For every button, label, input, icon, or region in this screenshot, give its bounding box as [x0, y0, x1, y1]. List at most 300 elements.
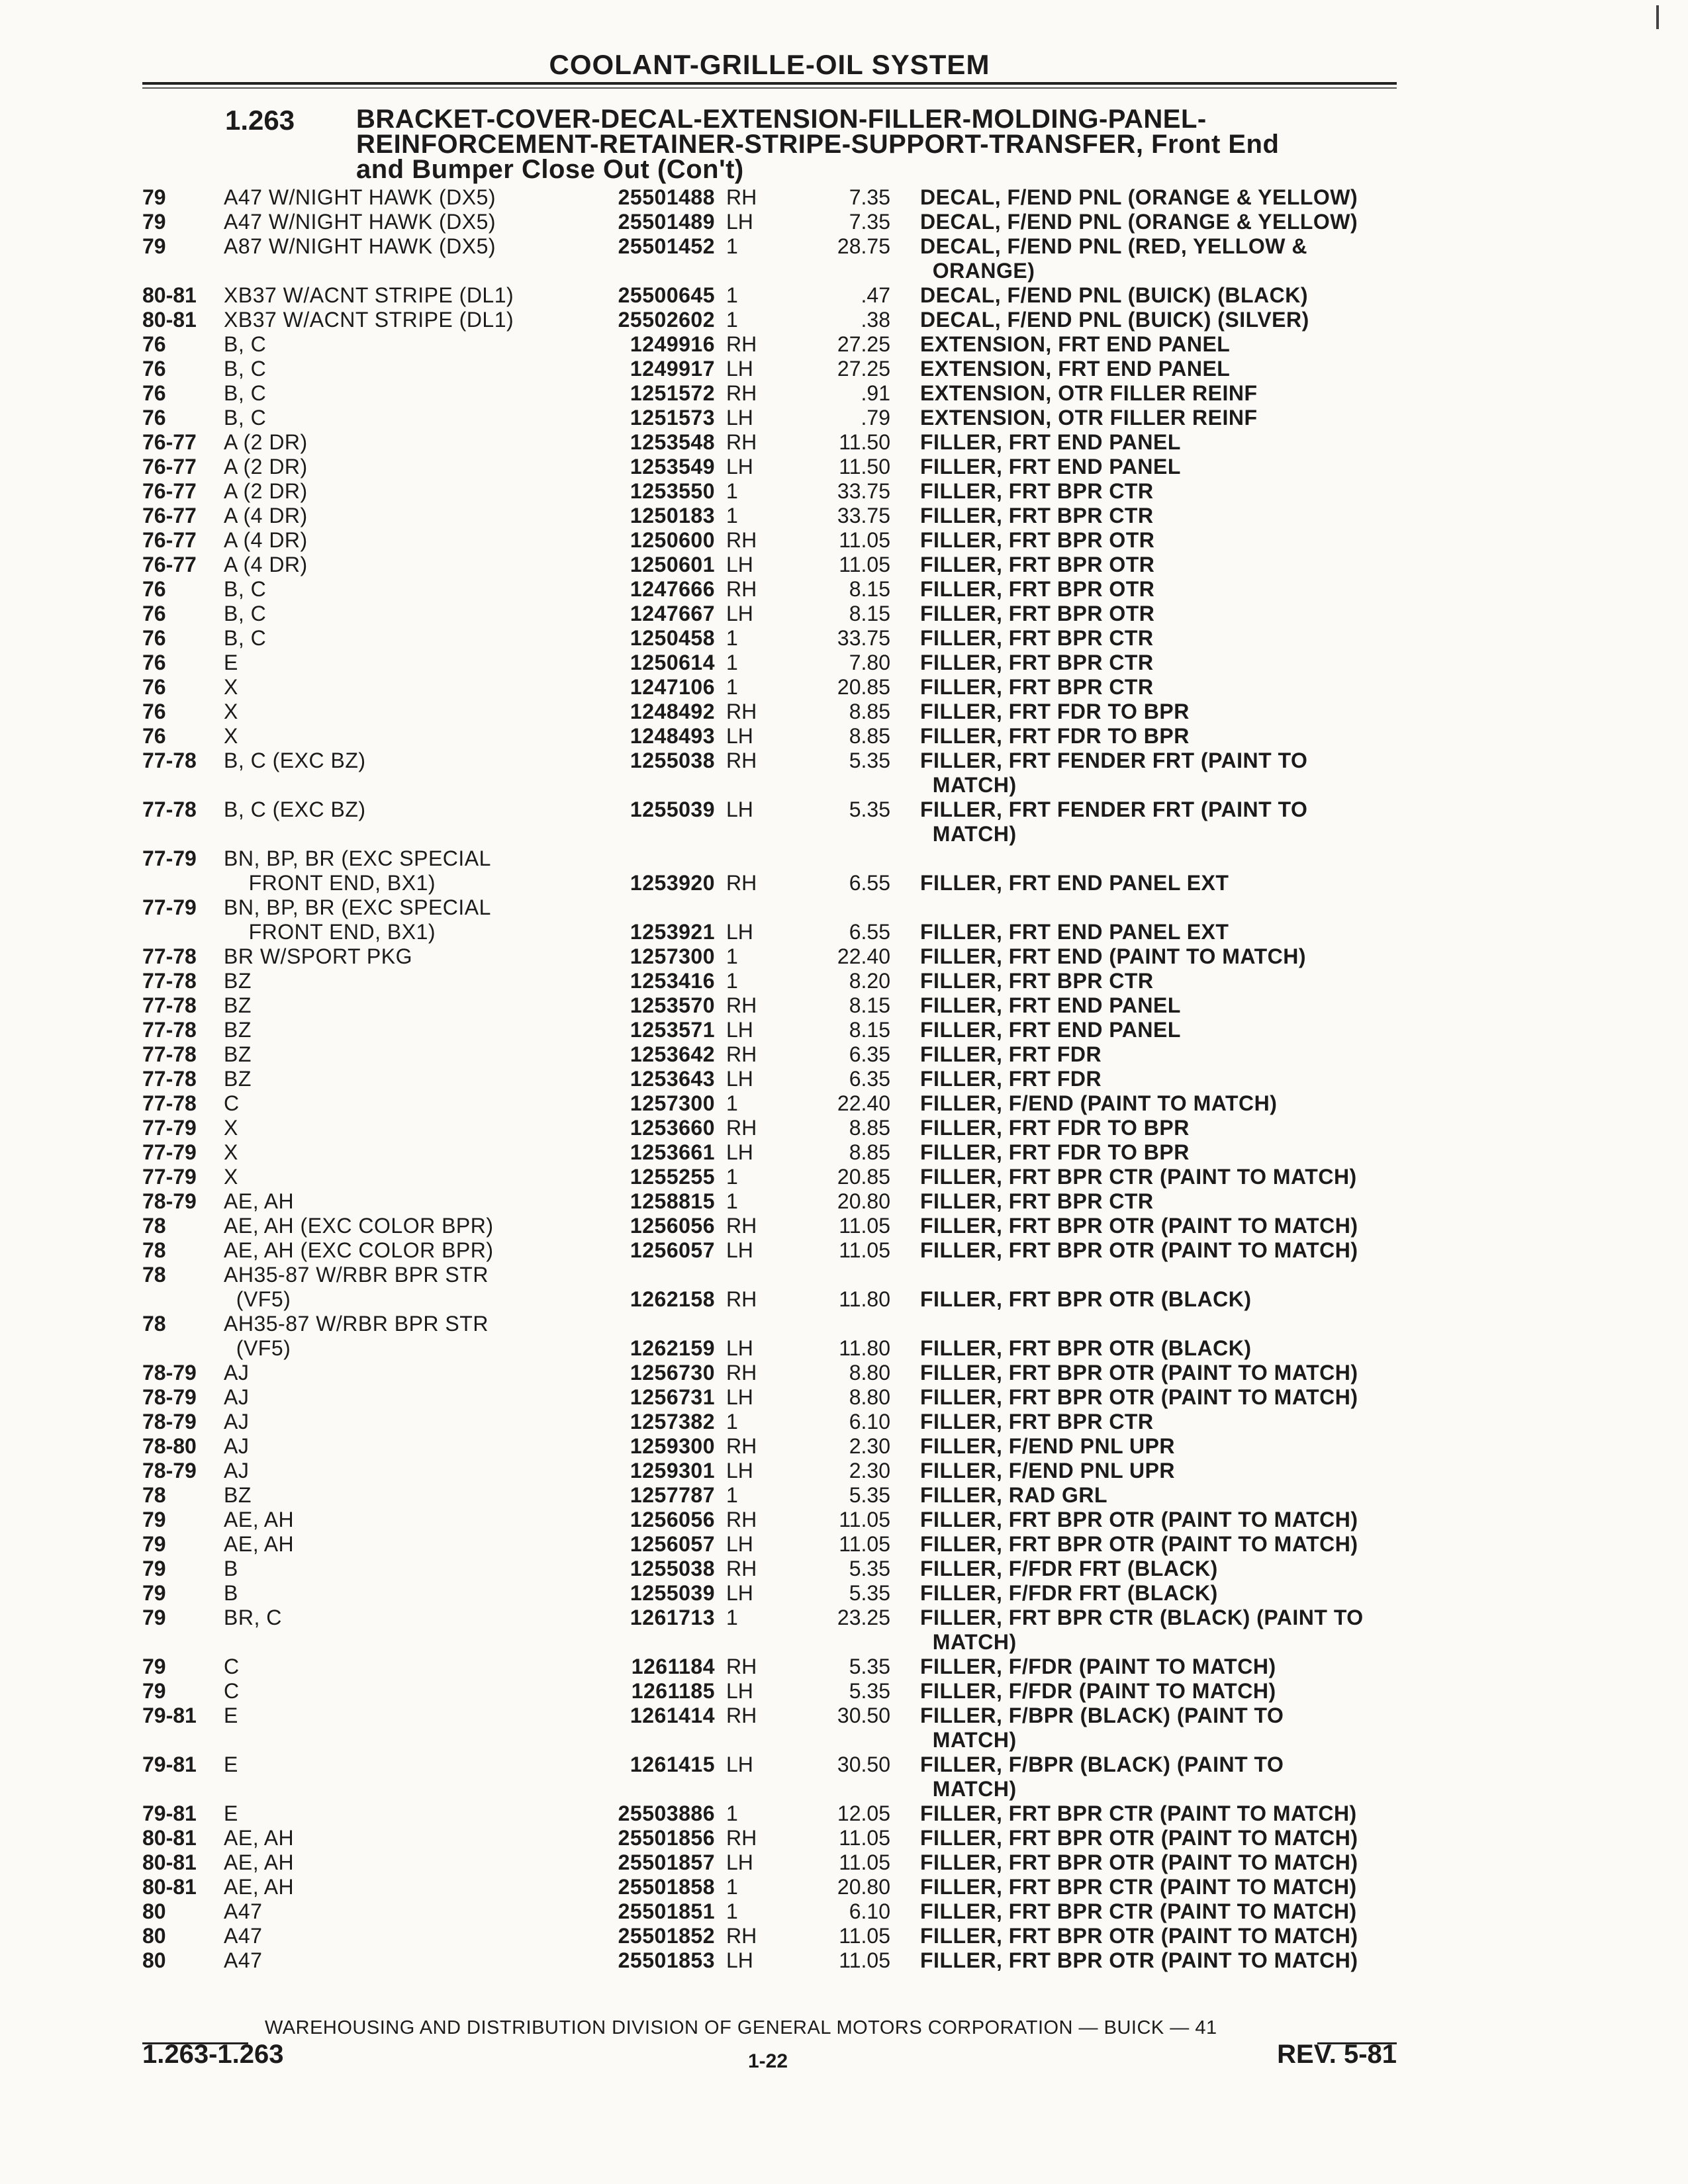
table-row — [0, 871, 1688, 895]
revision-label: REV. 5-81 — [1277, 2040, 1397, 2069]
price-cell: 27.25 — [837, 332, 890, 356]
table-row — [0, 1630, 1688, 1655]
model-cell: BZ — [224, 1483, 252, 1507]
price-cell: 23.25 — [837, 1606, 890, 1629]
model-cell: BR W/SPORT PKG — [224, 944, 412, 968]
year-cell: 76 — [142, 381, 166, 405]
year-cell: 79 — [142, 1679, 166, 1703]
table-row — [0, 1508, 1688, 1532]
model-cell: BZ — [224, 993, 252, 1017]
price-cell: 8.15 — [849, 1018, 890, 1042]
description-cell: MATCH) — [920, 773, 1017, 797]
part-number-cell: 1255255 — [630, 1165, 715, 1189]
year-cell: 78-79 — [142, 1410, 197, 1433]
description-cell: MATCH) — [920, 1728, 1017, 1752]
description-cell: FILLER, F/FDR (PAINT TO MATCH) — [920, 1655, 1276, 1678]
quantity-cell: RH — [726, 430, 757, 454]
table-row — [0, 1238, 1688, 1263]
year-cell: 78-80 — [142, 1434, 197, 1458]
table-row — [0, 846, 1688, 871]
year-cell: 77-78 — [142, 749, 197, 772]
quantity-cell: 1 — [726, 1483, 738, 1507]
description-cell: FILLER, FRT BPR OTR (PAINT TO MATCH) — [920, 1238, 1358, 1262]
quantity-cell: 1 — [726, 626, 738, 650]
price-cell: 11.05 — [839, 1850, 890, 1874]
part-number-cell: 1253571 — [630, 1018, 715, 1042]
quantity-cell: 1 — [726, 1899, 738, 1923]
description-cell: FILLER, FRT BPR OTR (BLACK) — [920, 1336, 1252, 1360]
table-row — [0, 1655, 1688, 1679]
table-row — [0, 283, 1688, 308]
model-cell: AJ — [224, 1361, 250, 1385]
price-cell: 8.80 — [849, 1361, 890, 1385]
year-cell: 78-79 — [142, 1385, 197, 1409]
year-cell: 76 — [142, 700, 166, 723]
quantity-cell: LH — [726, 1948, 753, 1972]
part-number-cell: 25503886 — [618, 1801, 715, 1825]
price-cell: 20.80 — [837, 1189, 890, 1213]
model-cell: A47 — [224, 1899, 263, 1923]
table-row — [0, 1850, 1688, 1875]
part-number-cell: 25501452 — [618, 234, 715, 258]
description-cell: FILLER, FRT BPR CTR (PAINT TO MATCH) — [920, 1899, 1357, 1923]
quantity-cell: RH — [726, 1557, 757, 1580]
part-number-cell: 1262159 — [630, 1336, 715, 1360]
part-number-cell: 1253550 — [630, 479, 715, 503]
description-cell: FILLER, FRT BPR OTR — [920, 577, 1155, 601]
model-cell: B — [224, 1557, 238, 1580]
part-number-cell: 1259301 — [630, 1459, 715, 1482]
price-cell: 11.05 — [839, 1508, 890, 1531]
quantity-cell: RH — [726, 1924, 757, 1948]
part-number-cell: 1253570 — [630, 993, 715, 1017]
description-cell: FILLER, FRT FENDER FRT (PAINT TO — [920, 749, 1308, 772]
quantity-cell: LH — [726, 797, 753, 821]
part-number-cell: 1247666 — [630, 577, 715, 601]
description-cell: DECAL, F/END PNL (BUICK) (SILVER) — [920, 308, 1309, 332]
table-row — [0, 381, 1688, 406]
price-cell: 11.80 — [839, 1287, 890, 1311]
description-cell: FILLER, FRT FDR TO BPR — [920, 700, 1190, 723]
quantity-cell: RH — [726, 1434, 757, 1458]
part-number-cell: 1261184 — [631, 1655, 715, 1678]
price-cell: 30.50 — [837, 1704, 890, 1727]
model-cell: E — [224, 651, 238, 674]
model-cell: E — [224, 1704, 238, 1727]
table-row — [0, 1557, 1688, 1581]
part-number-cell: 1261185 — [631, 1679, 715, 1703]
table-row — [0, 406, 1688, 430]
part-number-cell: 1250458 — [630, 626, 715, 650]
part-number-cell: 25501856 — [618, 1826, 715, 1850]
price-cell: 11.50 — [839, 430, 890, 454]
description-cell: FILLER, FRT BPR CTR — [920, 675, 1154, 699]
description-cell: FILLER, FRT BPR CTR — [920, 1410, 1154, 1433]
quantity-cell: RH — [726, 577, 757, 601]
price-cell: 5.35 — [849, 749, 890, 772]
model-cell: XB37 W/ACNT STRIPE (DL1) — [224, 308, 514, 332]
year-cell: 78-79 — [142, 1361, 197, 1385]
part-number-cell: 1258815 — [630, 1189, 715, 1213]
price-cell: 27.25 — [837, 357, 890, 381]
part-number-cell: 1253661 — [630, 1140, 715, 1164]
price-cell: 6.35 — [849, 1067, 890, 1091]
part-number-cell: 1256057 — [630, 1238, 715, 1262]
year-cell: 76-77 — [142, 553, 197, 576]
part-number-cell: 1256730 — [630, 1361, 715, 1385]
table-row — [0, 749, 1688, 773]
quantity-cell: RH — [726, 332, 757, 356]
year-cell: 79-81 — [142, 1801, 197, 1825]
quantity-cell: RH — [726, 1214, 757, 1238]
part-number-cell: 1253920 — [630, 871, 715, 895]
description-cell: FILLER, FRT BPR OTR (PAINT TO MATCH) — [920, 1532, 1358, 1556]
description-cell: EXTENSION, OTR FILLER REINF — [920, 381, 1258, 405]
year-cell: 76 — [142, 406, 166, 430]
quantity-cell: 1 — [726, 675, 738, 699]
description-cell: FILLER, FRT FDR — [920, 1042, 1102, 1066]
year-cell: 76-77 — [142, 528, 197, 552]
description-cell: DECAL, F/END PNL (BUICK) (BLACK) — [920, 283, 1309, 307]
description-cell: FILLER, FRT BPR CTR (PAINT TO MATCH) — [920, 1875, 1357, 1899]
model-cell: X — [224, 700, 238, 723]
quantity-cell: LH — [726, 724, 753, 748]
description-cell: DECAL, F/END PNL (RED, YELLOW & — [920, 234, 1307, 258]
description-cell: FILLER, FRT FDR TO BPR — [920, 724, 1190, 748]
table-row — [0, 357, 1688, 381]
description-cell: DECAL, F/END PNL (ORANGE & YELLOW) — [920, 185, 1358, 209]
header-rule-thin — [142, 87, 1397, 89]
table-row — [0, 1801, 1688, 1826]
description-cell: MATCH) — [920, 1777, 1017, 1801]
table-row — [0, 504, 1688, 528]
year-cell: 76 — [142, 651, 166, 674]
quantity-cell: 1 — [726, 504, 738, 527]
table-row — [0, 993, 1688, 1018]
price-cell: 20.85 — [837, 1165, 890, 1189]
quantity-cell: LH — [726, 1581, 753, 1605]
model-cell: FRONT END, BX1) — [224, 920, 436, 944]
footer-division: WAREHOUSING AND DISTRIBUTION DIVISION OF GENERAL MOTORS CORPORATION — BUICK — 41 — [265, 2017, 1217, 2038]
price-cell: 5.35 — [849, 1679, 890, 1703]
year-cell: 76 — [142, 332, 166, 356]
description-cell: EXTENSION, FRT END PANEL — [920, 332, 1231, 356]
part-number-cell: 1257382 — [630, 1410, 715, 1433]
model-cell: AJ — [224, 1385, 250, 1409]
quantity-cell: RH — [726, 993, 757, 1017]
model-cell: X — [224, 1165, 238, 1189]
price-cell: 11.05 — [839, 1948, 890, 1972]
description-cell: FILLER, FRT END PANEL — [920, 430, 1181, 454]
quantity-cell: LH — [726, 1459, 753, 1482]
price-cell: 11.80 — [839, 1336, 890, 1360]
description-cell: FILLER, FRT BPR CTR (BLACK) (PAINT TO — [920, 1606, 1364, 1629]
description-cell: FILLER, FRT END PANEL — [920, 1018, 1181, 1042]
year-cell: 76 — [142, 357, 166, 381]
year-cell: 78 — [142, 1238, 166, 1262]
table-row — [0, 1165, 1688, 1189]
quantity-cell: LH — [726, 1336, 753, 1360]
part-number-cell: 1257787 — [630, 1483, 715, 1507]
table-row — [0, 724, 1688, 749]
quantity-cell: LH — [726, 210, 753, 234]
quantity-cell: 1 — [726, 1606, 738, 1629]
quantity-cell: LH — [726, 920, 753, 944]
table-row — [0, 1483, 1688, 1508]
description-cell: FILLER, F/END PNL UPR — [920, 1434, 1176, 1458]
part-number-cell: 1250614 — [630, 651, 715, 674]
table-row — [0, 1140, 1688, 1165]
model-cell: AH35-87 W/RBR BPR STR — [224, 1263, 489, 1287]
description-cell: FILLER, F/FDR FRT (BLACK) — [920, 1557, 1218, 1580]
price-cell: 28.75 — [837, 234, 890, 258]
description-cell: FILLER, FRT BPR OTR (PAINT TO MATCH) — [920, 1826, 1358, 1850]
model-cell: XB37 W/ACNT STRIPE (DL1) — [224, 283, 514, 307]
description-cell: FILLER, FRT END PANEL — [920, 455, 1181, 478]
section-title-line-2: REINFORCEMENT-RETAINER-STRIPE-SUPPORT-TRANSFER, Front End — [356, 130, 1280, 159]
quantity-cell: 1 — [726, 308, 738, 332]
description-cell: FILLER, F/END PNL UPR — [920, 1459, 1176, 1482]
year-cell: 77-78 — [142, 1067, 197, 1091]
model-cell: AE, AH — [224, 1532, 295, 1556]
part-number-cell: 1250600 — [630, 528, 715, 552]
year-cell: 78 — [142, 1312, 166, 1336]
description-cell: FILLER, FRT BPR OTR (PAINT TO MATCH) — [920, 1924, 1358, 1948]
year-cell: 80 — [142, 1899, 166, 1923]
table-row — [0, 1459, 1688, 1483]
description-cell: FILLER, FRT BPR CTR — [920, 1189, 1154, 1213]
year-cell: 79 — [142, 185, 166, 209]
part-number-cell: 1253416 — [630, 969, 715, 993]
price-cell: 20.80 — [837, 1875, 890, 1899]
part-number-cell: 1256731 — [630, 1385, 715, 1409]
description-cell: FILLER, FRT END PANEL EXT — [920, 871, 1229, 895]
description-cell: FILLER, FRT FDR — [920, 1067, 1102, 1091]
price-cell: 8.15 — [849, 602, 890, 625]
part-number-cell: 25501857 — [618, 1850, 715, 1874]
year-cell: 77-78 — [142, 797, 197, 821]
price-cell: 6.35 — [849, 1042, 890, 1066]
year-cell: 79 — [142, 210, 166, 234]
part-number-cell: 1253642 — [630, 1042, 715, 1066]
model-cell: AE, AH — [224, 1189, 295, 1213]
price-cell: 2.30 — [849, 1434, 890, 1458]
year-cell: 76 — [142, 626, 166, 650]
model-cell: B — [224, 1581, 238, 1605]
price-cell: 11.05 — [839, 1924, 890, 1948]
quantity-cell: RH — [726, 185, 757, 209]
quantity-cell: RH — [726, 1704, 757, 1727]
price-cell: 11.05 — [839, 1532, 890, 1556]
table-row — [0, 1263, 1688, 1287]
section-title-line-3: and Bumper Close Out (Con't) — [356, 155, 744, 184]
model-cell: (VF5) — [224, 1336, 291, 1360]
model-cell: B, C (EXC BZ) — [224, 797, 366, 821]
price-cell: 30.50 — [837, 1752, 890, 1776]
year-cell: 79 — [142, 1655, 166, 1678]
description-cell: FILLER, F/FDR (PAINT TO MATCH) — [920, 1679, 1276, 1703]
model-cell: A (4 DR) — [224, 504, 308, 527]
year-cell: 79 — [142, 1508, 166, 1531]
model-cell: AJ — [224, 1410, 250, 1433]
quantity-cell: 1 — [726, 944, 738, 968]
description-cell: FILLER, FRT FENDER FRT (PAINT TO — [920, 797, 1308, 821]
part-number-cell: 1250601 — [630, 553, 715, 576]
model-cell: B, C — [224, 626, 267, 650]
quantity-cell: RH — [726, 1042, 757, 1066]
year-cell: 78 — [142, 1263, 166, 1287]
quantity-cell: LH — [726, 1067, 753, 1091]
table-row — [0, 577, 1688, 602]
part-number-cell: 25501489 — [618, 210, 715, 234]
page-number: 1-22 — [748, 2050, 788, 2072]
model-cell: A47 — [224, 1924, 263, 1948]
description-cell: FILLER, FRT BPR CTR — [920, 651, 1154, 674]
table-row — [0, 1336, 1688, 1361]
year-cell: 79 — [142, 1606, 166, 1629]
price-cell: 8.85 — [849, 1140, 890, 1164]
part-number-cell: 1257300 — [630, 1091, 715, 1115]
table-row — [0, 1606, 1688, 1630]
model-cell: B, C — [224, 332, 267, 356]
quantity-cell: 1 — [726, 1189, 738, 1213]
model-cell: B, C — [224, 602, 267, 625]
model-cell: A (2 DR) — [224, 455, 308, 478]
year-cell: 80-81 — [142, 283, 197, 307]
edge-mark — [1656, 5, 1659, 29]
table-row — [0, 1287, 1688, 1312]
year-cell: 76 — [142, 602, 166, 625]
description-cell: DECAL, F/END PNL (ORANGE & YELLOW) — [920, 210, 1358, 234]
footer-section-range: 1.263-1.263 — [142, 2040, 284, 2069]
table-row — [0, 1214, 1688, 1238]
table-row — [0, 822, 1688, 846]
table-row — [0, 1067, 1688, 1091]
table-row — [0, 651, 1688, 675]
quantity-cell: RH — [726, 1655, 757, 1678]
description-cell: FILLER, FRT BPR OTR (PAINT TO MATCH) — [920, 1850, 1358, 1874]
table-row — [0, 430, 1688, 455]
year-cell: 78-79 — [142, 1459, 197, 1482]
year-cell: 78 — [142, 1483, 166, 1507]
description-cell: FILLER, FRT END PANEL EXT — [920, 920, 1229, 944]
quantity-cell: LH — [726, 1018, 753, 1042]
description-cell: FILLER, FRT END (PAINT TO MATCH) — [920, 944, 1307, 968]
year-cell: 77-79 — [142, 895, 197, 919]
table-row — [0, 528, 1688, 553]
price-cell: 5.35 — [849, 797, 890, 821]
part-number-cell: 25501851 — [618, 1899, 715, 1923]
table-row — [0, 1410, 1688, 1434]
table-row — [0, 1924, 1688, 1948]
price-cell: 11.05 — [839, 1214, 890, 1238]
price-cell: 8.15 — [849, 993, 890, 1017]
section-number: 1.263 — [225, 105, 295, 136]
price-cell: 11.50 — [839, 455, 890, 478]
description-cell: FILLER, FRT BPR OTR (PAINT TO MATCH) — [920, 1948, 1358, 1972]
table-row — [0, 700, 1688, 724]
description-cell: FILLER, FRT BPR OTR (PAINT TO MATCH) — [920, 1508, 1358, 1531]
year-cell: 77-78 — [142, 1091, 197, 1115]
table-row — [0, 626, 1688, 651]
quantity-cell: 1 — [726, 1801, 738, 1825]
model-cell: AE, AH — [224, 1875, 295, 1899]
table-row — [0, 1899, 1688, 1924]
quantity-cell: 1 — [726, 283, 738, 307]
model-cell: BN, BP, BR (EXC SPECIAL — [224, 895, 491, 919]
table-row — [0, 553, 1688, 577]
description-cell: FILLER, FRT BPR CTR — [920, 504, 1154, 527]
part-number-cell: 1255038 — [630, 749, 715, 772]
model-cell: C — [224, 1091, 240, 1115]
model-cell: A (4 DR) — [224, 528, 308, 552]
price-cell: 5.35 — [849, 1655, 890, 1678]
model-cell: X — [224, 724, 238, 748]
part-number-cell: 1251573 — [630, 406, 715, 430]
model-cell: (VF5) — [224, 1287, 291, 1311]
year-cell: 80-81 — [142, 308, 197, 332]
parts-table — [0, 185, 1688, 1973]
part-number-cell: 1261415 — [630, 1752, 715, 1776]
model-cell: AJ — [224, 1434, 250, 1458]
year-cell: 79 — [142, 1581, 166, 1605]
description-cell: FILLER, FRT BPR OTR (PAINT TO MATCH) — [920, 1385, 1358, 1409]
quantity-cell: RH — [726, 1116, 757, 1140]
price-cell: 11.05 — [839, 553, 890, 576]
table-row — [0, 1581, 1688, 1606]
description-cell: FILLER, FRT BPR CTR — [920, 969, 1154, 993]
part-number-cell: 1262158 — [630, 1287, 715, 1311]
year-cell: 79 — [142, 234, 166, 258]
description-cell: FILLER, FRT BPR OTR — [920, 602, 1155, 625]
part-number-cell: 25501488 — [618, 185, 715, 209]
part-number-cell: 1248493 — [630, 724, 715, 748]
price-cell: 7.80 — [849, 651, 890, 674]
table-row — [0, 1116, 1688, 1140]
model-cell: B, C — [224, 357, 267, 381]
table-row — [0, 1752, 1688, 1777]
price-cell: 20.85 — [837, 675, 890, 699]
part-number-cell: 1253921 — [630, 920, 715, 944]
table-row — [0, 234, 1688, 259]
part-number-cell: 1259300 — [630, 1434, 715, 1458]
quantity-cell: 1 — [726, 1091, 738, 1115]
part-number-cell: 1256056 — [630, 1508, 715, 1531]
table-row — [0, 920, 1688, 944]
year-cell: 77-78 — [142, 944, 197, 968]
part-number-cell: 1261713 — [630, 1606, 715, 1629]
price-cell: 11.05 — [839, 528, 890, 552]
description-cell: FILLER, F/BPR (BLACK) (PAINT TO — [920, 1704, 1284, 1727]
table-row — [0, 1532, 1688, 1557]
description-cell: FILLER, FRT END PANEL — [920, 993, 1181, 1017]
part-number-cell: 1249916 — [630, 332, 715, 356]
table-row — [0, 1826, 1688, 1850]
part-number-cell: 1251572 — [630, 381, 715, 405]
quantity-cell: RH — [726, 381, 757, 405]
quantity-cell: 1 — [726, 1165, 738, 1189]
price-cell: 22.40 — [837, 944, 890, 968]
quantity-cell: LH — [726, 1850, 753, 1874]
table-row — [0, 969, 1688, 993]
year-cell: 80-81 — [142, 1850, 197, 1874]
price-cell: 33.75 — [837, 479, 890, 503]
table-row — [0, 1312, 1688, 1336]
model-cell: AE, AH — [224, 1826, 295, 1850]
year-cell: 77-78 — [142, 1042, 197, 1066]
year-cell: 80 — [142, 1924, 166, 1948]
quantity-cell: LH — [726, 1532, 753, 1556]
